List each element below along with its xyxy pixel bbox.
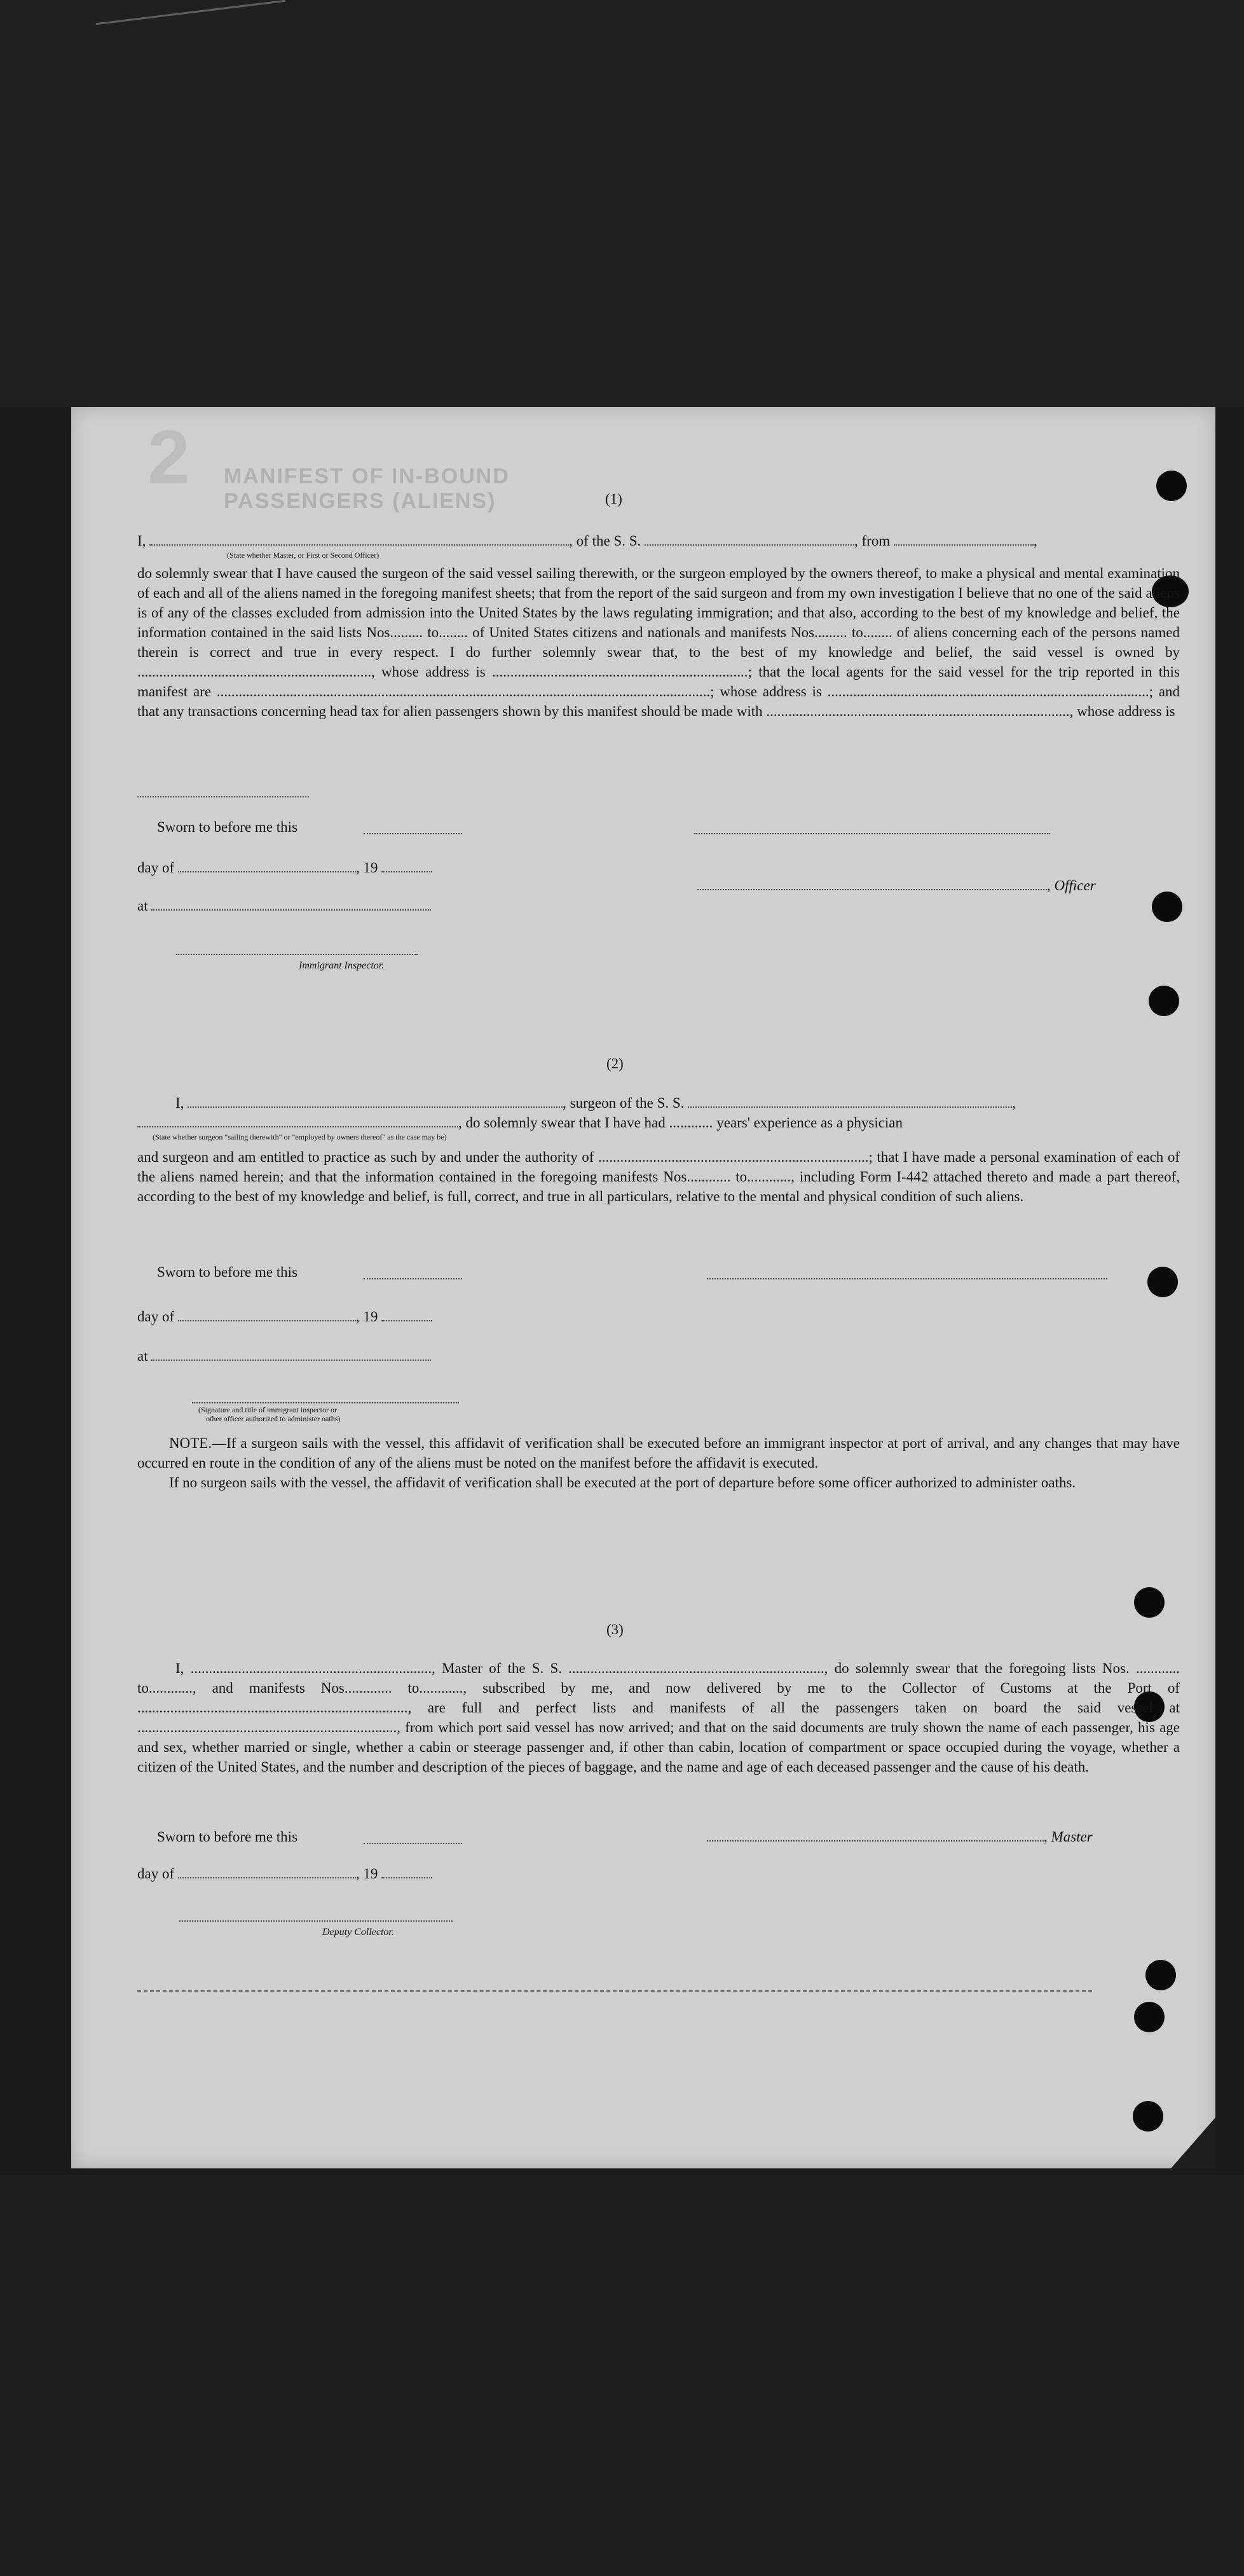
section-3-number: (3)	[606, 1622, 624, 1637]
section-3-year-label: , 19	[355, 1866, 378, 1882]
officer-line	[697, 878, 1096, 894]
at-place-blank	[151, 900, 431, 911]
day-of-label: day of	[137, 860, 175, 876]
master-signature-blank	[707, 1831, 1044, 1842]
punch-hole	[1133, 2101, 1163, 2132]
section-2-at-label: at	[137, 1348, 148, 1364]
section-3-year-blank	[381, 1868, 432, 1878]
section-2-second-line	[137, 1115, 903, 1131]
punch-hole	[1145, 1960, 1176, 1990]
section-1-day-of	[137, 860, 432, 876]
manifest-page	[71, 407, 1215, 2168]
section-2-prefix: I,	[175, 1095, 184, 1111]
section-3-sworn: Sworn to before me this	[157, 1829, 298, 1845]
section-2-sworn-date-blank	[364, 1278, 462, 1279]
punch-hole	[1149, 986, 1179, 1016]
bleed-through-header	[147, 413, 592, 513]
section-2-sig-caption-2: other officer authorized to administer oaths)	[206, 1414, 341, 1423]
section-3-month-blank	[178, 1868, 356, 1878]
section-1-number: (1)	[605, 491, 622, 507]
surgeon-note	[137, 1433, 1180, 1492]
section-2-sworn: Sworn to before me this	[157, 1264, 298, 1280]
section-2-day-of-label: day of	[137, 1309, 175, 1325]
year-label: , 19	[355, 860, 378, 876]
punch-hole	[1156, 471, 1187, 501]
section-1-body: do solemnly swear that I have caused the surgeon of the said vessel sailing therewith, or the surgeon employed by the owners thereof, to make a physical and mental examination of each and all of the aliens named in the foregoing manifest sheets; that from the report of the said surgeon and from my own investigation I believe that no one of the said aliens is of any of the classes excluded from admission into the United States by the laws regulating immigration; and that also, according to the best of my knowledge and belief, the information contained in the said lists Nos......... to........ of United States citizens and nationals and manifests Nos......... to........ of aliens concerning each of the persons named therein is correct and true in every respect. I do further solemnly swear that, to the best of my knowledge and belief, the said vessel is owned by ................................................................, whose address is ......................................................................; that the local agents for the said vessel for the trip reported in this manifest are .......................................................................................................................................; whose address is ........................................................................................; and that any transactions concerning head tax for alien passengers shown by this manifest should be made with ..................................................................................., whose address is	[137, 565, 1180, 719]
section-2-at-blank	[151, 1351, 431, 1361]
section-1-at	[137, 898, 431, 914]
collector-signature-line	[179, 1920, 453, 1922]
month-blank	[178, 862, 356, 872]
master-name-blank	[149, 535, 569, 546]
bleed-title: MANIFEST OF IN-BOUND PASSENGERS (ALIENS)	[224, 464, 510, 513]
bottom-rule	[137, 1990, 1092, 1992]
surgeon-status-blank	[137, 1117, 458, 1127]
year-blank	[381, 862, 432, 872]
from-port-blank	[894, 535, 1034, 546]
section-2-at	[137, 1348, 431, 1365]
surgeon-name-blank	[188, 1098, 563, 1108]
master-signature-line	[707, 1829, 1093, 1845]
section-2-number: (2)	[606, 1056, 624, 1071]
section-2-year-label: , 19	[355, 1309, 378, 1325]
surgeon-note-paragraph-2: If no surgeon sails with the vessel, the affidavit of verification shall be executed at the port of departure before some officer authorized to administer oaths.	[169, 1475, 1076, 1491]
punch-hole	[1134, 1587, 1165, 1618]
immigrant-inspector-caption: Immigrant Inspector.	[299, 960, 385, 971]
section-2-sig-caption-1: (Signature and title of immigrant inspector or	[198, 1405, 337, 1414]
inspector-signature-line	[176, 954, 418, 955]
section-3-body: I, .................................................................., Master of the S. S. ......................................................................, do solemnly swear that the foregoing lists Nos. ............ to............, and manifests Nos............. to............, subscribed by me, and now delivered by me to the Collector of Customs at the Port of .........................................................................., are full and perfect lists and manifests of all the passengers taken on board the said vessel at ......................................................................., from which port said vessel has now arrived; and that on the said documents are truly shown the name of each passenger, his age and sex, whether married or single, whether a cabin or steerage passenger and, if other than cabin, location of compartment or space occupied during the voyage, whether a citizen of the United States, and the number and description of the pieces of baggage, and the name and age of each deceased passenger and the cause of his death.	[137, 1660, 1180, 1775]
sworn-date-blank	[364, 833, 462, 834]
deputy-collector-caption: Deputy Collector.	[322, 1927, 394, 1938]
film-border-bottom	[0, 2175, 1244, 2576]
section-2-year-blank	[381, 1311, 432, 1321]
section-3-day-of	[137, 1866, 432, 1882]
section-1-sworn: Sworn to before me this	[157, 819, 298, 835]
section-2-swear-text: , do solemnly swear that I have had ............ years' experience as a physician	[458, 1115, 903, 1131]
vessel-name-blank	[645, 535, 854, 546]
section-2-vessel-blank	[688, 1098, 1012, 1108]
section-2-day-of	[137, 1309, 432, 1325]
bleed-mark: 2	[147, 415, 191, 500]
torn-corner	[1171, 2118, 1215, 2168]
section-2-first-line: I, , surgeon of the S. S. ,	[175, 1095, 1016, 1111]
surgeon-note-paragraph-1: NOTE.—If a surgeon sails with the vessel, this affidavit of verification shall be executed before an immigrant inspector at port of arrival, and any changes that may have occurred en route in the condition of any of the aliens must be noted on the manifest before the affidavit is executed.	[137, 1435, 1180, 1471]
officer-signature-top-line	[694, 833, 1050, 834]
section-1-prefix: I,	[137, 533, 146, 549]
address-blank-line	[137, 796, 309, 797]
at-label: at	[137, 898, 148, 914]
section-2-vessel-label: , surgeon of the S. S.	[563, 1095, 685, 1111]
surgeon-signature-line	[707, 1278, 1107, 1279]
section-2-subnote: (State whether surgeon "sailing therewith" or "employed by owners thereof" as the case may be)	[153, 1133, 447, 1141]
punch-hole	[1147, 1267, 1178, 1297]
section-3-sworn-date-blank	[364, 1843, 462, 1844]
punch-hole	[1134, 2002, 1165, 2032]
section-1-from-label: , from	[854, 533, 891, 549]
section-2-month-blank	[178, 1311, 356, 1321]
master-label: , Master	[1044, 1829, 1093, 1845]
punch-hole	[1152, 892, 1182, 922]
section-2-body: and surgeon and am entitled to practice as such by and under the authority of ..........................................................................; that I have made a personal examination of each of the aliens named herein; and that the information contained in the foregoing manifests Nos............ to............, including Form I-442 attached thereto and made a part thereof, according to the best of my knowledge and belief, is full, correct, and true in all particulars, relative to the mental and physical condition of such aliens.	[137, 1149, 1180, 1204]
section-3-day-of-label: day of	[137, 1866, 175, 1882]
officer-label: , Officer	[1047, 878, 1096, 893]
section-1-vessel-label: , of the S. S.	[569, 533, 641, 549]
film-border-top	[0, 0, 1244, 407]
section-2-officer-signature-line	[192, 1402, 459, 1403]
section-1-subnote: (State whether Master, or First or Second Officer)	[227, 551, 379, 560]
section-1-first-line: I, , of the S. S. , from ,	[137, 533, 1037, 549]
officer-blank	[697, 880, 1047, 890]
